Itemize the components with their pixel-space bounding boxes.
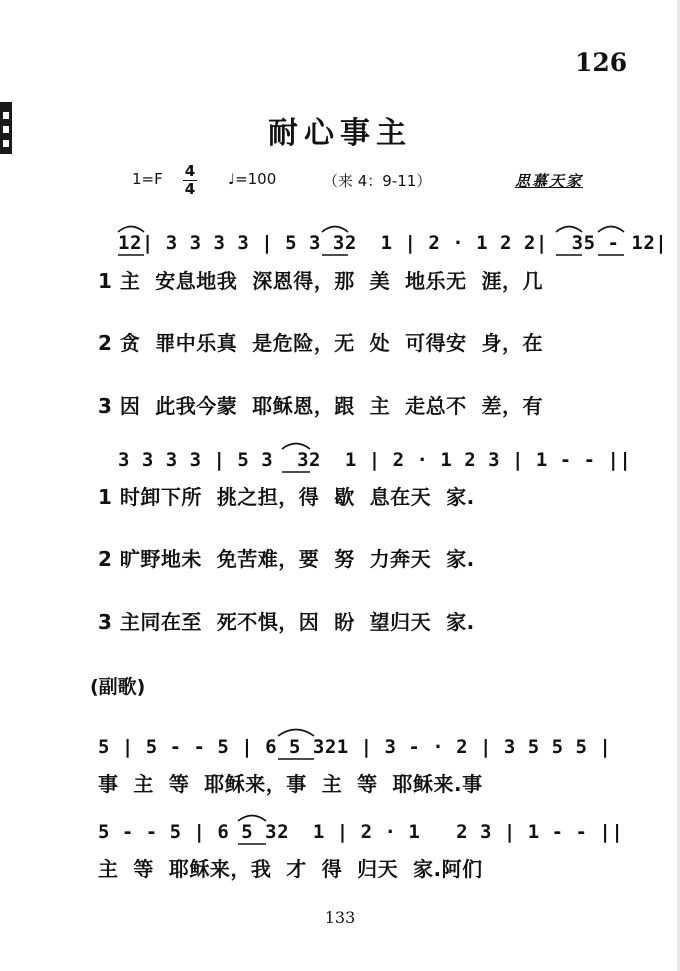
time-signature-bottom: 4 xyxy=(184,180,196,198)
page-number: 133 xyxy=(324,908,356,927)
lyric-line: 1 时卸下所 挑之担，得 歇 息在天 家. xyxy=(98,485,475,509)
slur-mark xyxy=(118,227,144,233)
slur-mark xyxy=(556,227,582,233)
time-signature-top: 4 xyxy=(184,162,196,180)
slur-mark xyxy=(322,227,348,233)
notation-line-2: 3 3 3 3 | 5 3 32 1 | 2 · 1 2 3 | 1 - - || xyxy=(118,449,632,471)
lyric-line: 主 等 耶稣来，我 才 得 归天 家.阿们 xyxy=(98,857,483,881)
tempo-marking: ♩=100 xyxy=(228,170,277,188)
notation-line-1: 12| 3 3 3 3 | 5 3 32 1 | 2 · 1 2 2| 35 - 12| xyxy=(118,232,668,254)
slur-mark xyxy=(282,444,310,450)
notation-line-3: 5 | 5 - - 5 | 6 5 321 | 3 - · 2 | 3 5 5 5 | xyxy=(98,736,612,758)
hymn-number: 126 xyxy=(575,48,628,77)
lyric-line: 2 贪 罪中乐真 是危险，无 处 可得安 身，在 xyxy=(98,331,544,355)
notation-line-4: 5 - - 5 | 6 5 32 1 | 2 · 1 2 3 | 1 - - || xyxy=(98,821,624,843)
slur-mark xyxy=(598,227,624,233)
lyric-line: 事 主 等 耶稣来，事 主 等 耶稣来.事 xyxy=(98,772,483,796)
chorus-label: (副歌) xyxy=(90,676,146,698)
scripture-reference: （来 4：9-11） xyxy=(323,172,432,190)
key-signature: 1=F xyxy=(132,170,163,188)
slur-mark xyxy=(238,816,266,822)
hymn-title: 耐心事主 xyxy=(268,116,412,151)
lyric-line: 2 旷野地未 免苦难，要 努 力奔天 家. xyxy=(98,547,475,571)
slur-mark xyxy=(278,730,314,737)
lyric-line: 3 主同在至 死不惧，因 盼 望归天 家. xyxy=(98,610,475,634)
source-label: 思慕天家 xyxy=(515,172,584,190)
lyric-line: 1 主 安息地我 深恩得，那 美 地乐无 涯，几 xyxy=(98,269,544,293)
lyric-line: 3 因 此我今蒙 耶稣恩，跟 主 走总不 差，有 xyxy=(98,394,544,418)
